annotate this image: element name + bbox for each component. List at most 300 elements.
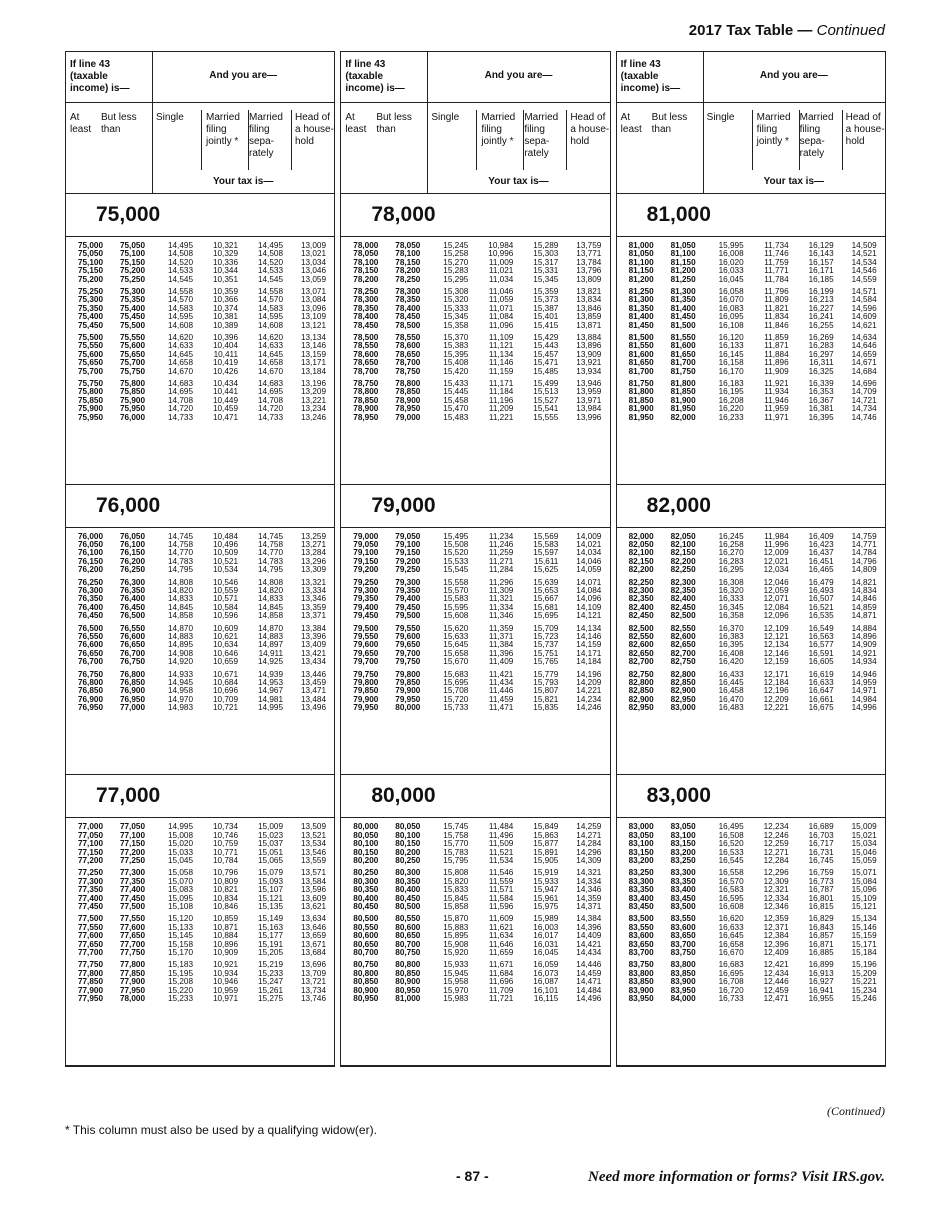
at-least-value: 78,650 bbox=[353, 358, 379, 368]
married-jointly-tax: 11,096 bbox=[488, 320, 514, 330]
married-jointly-tax: 10,934 bbox=[212, 968, 238, 978]
column-header bbox=[341, 52, 609, 194]
but-less-than-value: 81,350 bbox=[670, 295, 696, 305]
section-rows bbox=[66, 528, 334, 776]
single-tax: 15,245 bbox=[443, 241, 469, 250]
if-line-label: If line 43 (taxable income) is— bbox=[620, 59, 681, 94]
table-row bbox=[66, 267, 334, 275]
head-of-household-tax: 14,759 bbox=[851, 531, 877, 541]
at-least-value: 77,550 bbox=[77, 922, 103, 932]
head-of-household-tax: 13,184 bbox=[300, 366, 326, 376]
table-row bbox=[66, 359, 334, 367]
at-least-value: 82,000 bbox=[628, 531, 654, 541]
married-jointly-tax: 11,671 bbox=[488, 960, 514, 970]
table-row bbox=[617, 961, 885, 969]
head-of-household-tax: 13,834 bbox=[576, 295, 602, 305]
married-jointly-tax: 10,684 bbox=[212, 678, 238, 688]
table-row bbox=[341, 587, 609, 595]
but-less-than-value: 78,350 bbox=[395, 295, 421, 305]
table-row bbox=[341, 995, 609, 1003]
head-of-household-tax: 13,084 bbox=[300, 295, 326, 305]
table-row bbox=[341, 633, 609, 641]
table-row bbox=[341, 259, 609, 267]
head-of-household-tax: 13,471 bbox=[300, 686, 326, 696]
but-less-than-value: 76,000 bbox=[119, 412, 145, 422]
continued-note: (Continued) bbox=[827, 1104, 885, 1118]
at-least-value: 81,200 bbox=[628, 274, 654, 284]
at-least-value: 76,050 bbox=[77, 540, 103, 550]
but-less-than-value: 81,850 bbox=[670, 387, 696, 397]
table-row bbox=[341, 296, 609, 304]
single-tax: 14,833 bbox=[167, 594, 193, 604]
but-less-than-value: 79,200 bbox=[395, 556, 421, 566]
married-separately-tax: 16,255 bbox=[808, 320, 834, 330]
single-tax: 14,620 bbox=[167, 333, 193, 342]
head-of-household-tax: 13,246 bbox=[300, 412, 326, 422]
table-row bbox=[341, 987, 609, 995]
table-row bbox=[617, 250, 885, 258]
table-row bbox=[341, 970, 609, 978]
single-tax: 15,758 bbox=[443, 830, 469, 840]
married-jointly-tax: 12,071 bbox=[763, 594, 789, 604]
married-separately-tax: 16,045 bbox=[533, 947, 559, 957]
at-least-value: 76,250 bbox=[77, 577, 103, 587]
head-of-household-tax: 13,946 bbox=[576, 379, 602, 388]
married-separately-tax: 14,545 bbox=[257, 274, 283, 284]
but-less-than-value: 83,050 bbox=[670, 822, 696, 832]
but-less-than-label: But less than bbox=[376, 112, 412, 135]
at-least-value: 80,350 bbox=[353, 885, 379, 895]
single-tax: 15,795 bbox=[443, 855, 469, 865]
but-less-than-value: 83,850 bbox=[670, 968, 696, 978]
section-rows bbox=[66, 237, 334, 485]
head-of-household-tax: 13,146 bbox=[300, 341, 326, 351]
at-least-value: 80,300 bbox=[353, 876, 379, 886]
married-jointly-tax: 11,434 bbox=[488, 678, 514, 688]
married-separately-tax: 15,891 bbox=[533, 847, 559, 857]
married-jointly-tax: 11,496 bbox=[488, 830, 514, 840]
single-tax: 15,770 bbox=[443, 839, 469, 849]
head-of-household-tax: 14,634 bbox=[851, 333, 877, 342]
single-tax: 15,970 bbox=[443, 985, 469, 995]
single-tax: 14,545 bbox=[167, 274, 193, 284]
but-less-than-value: 77,100 bbox=[119, 830, 145, 840]
but-less-than-value: 79,150 bbox=[395, 548, 421, 558]
at-least-value: 75,000 bbox=[77, 241, 103, 250]
married-separately-tax: 14,795 bbox=[257, 565, 283, 575]
but-less-than-value: 79,750 bbox=[395, 657, 421, 667]
table-row bbox=[341, 313, 609, 321]
married-jointly-tax: 10,671 bbox=[212, 669, 238, 679]
married-jointly-tax: 11,309 bbox=[488, 586, 514, 596]
but-less-than-value: 76,800 bbox=[119, 669, 145, 679]
at-least-value: 83,300 bbox=[628, 876, 654, 886]
table-row bbox=[66, 414, 334, 422]
but-less-than-value: 80,100 bbox=[395, 830, 421, 840]
at-least-value: 78,600 bbox=[353, 349, 379, 359]
at-least-value: 77,000 bbox=[77, 822, 103, 832]
married-separately-tax: 15,177 bbox=[257, 931, 283, 941]
table-row bbox=[66, 579, 334, 587]
single-tax: 15,408 bbox=[443, 358, 469, 368]
single-tax: 16,708 bbox=[718, 977, 744, 987]
single-tax: 16,670 bbox=[718, 947, 744, 957]
single-tax: 15,933 bbox=[443, 960, 469, 970]
at-least-value: 82,400 bbox=[628, 602, 654, 612]
head-of-household-tax: 14,671 bbox=[851, 358, 877, 368]
married-jointly-tax: 11,896 bbox=[764, 358, 789, 368]
married-separately-tax: 15,905 bbox=[533, 855, 559, 865]
married-jointly-label: Married filing jointly * bbox=[752, 110, 800, 170]
married-jointly-tax: 11,659 bbox=[488, 947, 514, 957]
married-jointly-tax: 12,246 bbox=[763, 830, 789, 840]
at-least-value: 79,550 bbox=[353, 632, 379, 642]
single-tax: 16,395 bbox=[718, 640, 744, 650]
married-separately-tax: 15,975 bbox=[533, 901, 559, 911]
married-separately-tax: 15,317 bbox=[533, 257, 559, 267]
single-tax: 14,745 bbox=[167, 531, 193, 541]
married-separately-tax: 15,583 bbox=[533, 540, 559, 550]
head-of-household-tax: 14,496 bbox=[576, 993, 602, 1003]
at-least-value: 80,750 bbox=[353, 960, 379, 970]
but-less-than-value: 76,750 bbox=[119, 657, 145, 667]
married-jointly-tax: 11,684 bbox=[488, 968, 514, 978]
at-least-value: 75,700 bbox=[77, 366, 103, 376]
table-row bbox=[341, 579, 609, 587]
table-row bbox=[341, 978, 609, 986]
married-jointly-tax: 10,884 bbox=[212, 931, 238, 941]
single-tax: 15,833 bbox=[443, 885, 469, 895]
table-row bbox=[341, 604, 609, 612]
at-least-value: 79,250 bbox=[353, 577, 379, 587]
but-less-than-value: 82,200 bbox=[670, 556, 696, 566]
table-row bbox=[66, 687, 334, 695]
married-jointly-tax: 11,571 bbox=[488, 885, 514, 895]
head-of-household-tax: 13,496 bbox=[300, 703, 326, 713]
head-of-household-tax: 13,071 bbox=[300, 287, 326, 296]
but-less-than-value: 81,000 bbox=[395, 993, 421, 1003]
single-tax: 15,445 bbox=[443, 387, 469, 397]
married-jointly-tax: 11,609 bbox=[488, 914, 514, 924]
table-row bbox=[341, 541, 609, 549]
at-least-value: 75,650 bbox=[77, 358, 103, 368]
at-least-value: 77,650 bbox=[77, 939, 103, 949]
single-tax: 14,995 bbox=[167, 822, 193, 832]
at-least-value: 83,400 bbox=[628, 893, 654, 903]
section-rows bbox=[341, 528, 609, 776]
table-row bbox=[617, 368, 885, 376]
married-separately-tax: 14,670 bbox=[257, 366, 283, 376]
married-separately-tax: 15,261 bbox=[257, 985, 283, 995]
at-least-value: 81,300 bbox=[628, 295, 654, 305]
married-separately-tax: 14,583 bbox=[257, 303, 283, 313]
married-separately-tax: 15,821 bbox=[533, 694, 559, 704]
single-tax: 16,595 bbox=[718, 893, 744, 903]
single-label: Single bbox=[431, 112, 460, 123]
table-row bbox=[66, 397, 334, 405]
at-least-value: 76,150 bbox=[77, 556, 103, 566]
but-less-than-value: 77,150 bbox=[119, 839, 145, 849]
at-least-value: 82,900 bbox=[628, 694, 654, 704]
table-row bbox=[341, 869, 609, 877]
at-least-value: 81,350 bbox=[628, 303, 654, 313]
head-of-household-tax: 13,421 bbox=[300, 648, 326, 658]
married-separately-tax: 15,331 bbox=[533, 266, 559, 276]
single-tax: 15,120 bbox=[167, 914, 193, 924]
head-of-household-tax: 14,271 bbox=[576, 830, 602, 840]
at-least-value: 80,450 bbox=[353, 901, 379, 911]
single-tax: 14,595 bbox=[167, 312, 193, 322]
single-tax: 16,183 bbox=[718, 379, 744, 388]
at-least-value: 75,050 bbox=[77, 249, 103, 259]
row-group bbox=[66, 240, 334, 286]
but-less-than-value: 83,900 bbox=[670, 977, 696, 987]
single-tax: 14,570 bbox=[167, 295, 193, 305]
married-separately-tax: 15,527 bbox=[533, 395, 559, 405]
at-least-value: 81,600 bbox=[628, 349, 654, 359]
section-rows bbox=[66, 818, 334, 1065]
table-row bbox=[617, 641, 885, 649]
head-of-household-tax: 14,871 bbox=[851, 611, 877, 621]
table-row bbox=[341, 671, 609, 679]
at-least-value: 79,150 bbox=[353, 556, 379, 566]
head-of-household-tax: 15,221 bbox=[851, 977, 877, 987]
single-tax: 14,945 bbox=[167, 678, 193, 688]
table-row bbox=[341, 368, 609, 376]
single-tax: 15,470 bbox=[443, 404, 469, 414]
married-jointly-tax: 10,546 bbox=[212, 577, 238, 587]
married-jointly-tax: 10,859 bbox=[212, 914, 238, 924]
single-tax: 15,670 bbox=[443, 657, 469, 667]
head-of-household-tax: 14,459 bbox=[576, 968, 602, 978]
single-tax: 16,333 bbox=[718, 594, 744, 604]
married-separately-tax: 15,037 bbox=[257, 839, 283, 849]
table-row bbox=[66, 587, 334, 595]
but-less-than-value: 77,500 bbox=[119, 901, 145, 911]
single-tax: 16,345 bbox=[718, 602, 744, 612]
married-jointly-tax: 10,634 bbox=[212, 640, 238, 650]
at-least-value: 76,900 bbox=[77, 694, 103, 704]
but-less-than-value: 75,200 bbox=[119, 266, 145, 276]
married-jointly-tax: 10,426 bbox=[212, 366, 238, 376]
at-least-value: 77,200 bbox=[77, 855, 103, 865]
but-less-than-value: 80,050 bbox=[395, 822, 421, 832]
table-row bbox=[66, 633, 334, 641]
married-separately-tax: 15,387 bbox=[533, 303, 559, 313]
but-less-than-value: 76,400 bbox=[119, 594, 145, 604]
but-less-than-value: 77,200 bbox=[119, 847, 145, 857]
row-group bbox=[341, 240, 609, 286]
but-less-than-value: 76,900 bbox=[119, 686, 145, 696]
at-least-value: 83,850 bbox=[628, 977, 654, 987]
married-jointly-tax: 12,121 bbox=[763, 632, 789, 642]
at-least-value: 81,500 bbox=[628, 333, 654, 342]
table-row bbox=[617, 679, 885, 687]
at-least-value: 81,750 bbox=[628, 379, 654, 388]
married-jointly-tax: 11,696 bbox=[488, 977, 514, 987]
married-separately-tax: 15,499 bbox=[533, 379, 559, 388]
single-tax: 16,258 bbox=[718, 540, 744, 550]
married-separately-tax: 16,353 bbox=[808, 387, 834, 397]
married-separately-tax: 16,339 bbox=[808, 379, 834, 388]
but-less-than-value: 76,050 bbox=[119, 531, 145, 541]
more-info-link[interactable]: Need more information or forms? Visit IRS.gov. bbox=[588, 1169, 885, 1185]
head-of-household-tax: 14,409 bbox=[576, 931, 602, 941]
single-tax: 16,645 bbox=[718, 931, 744, 941]
married-jointly-tax: 11,109 bbox=[488, 333, 514, 342]
married-separately-tax: 15,961 bbox=[533, 893, 559, 903]
but-less-than-value: 81,750 bbox=[670, 366, 696, 376]
head-of-household-tax: 13,546 bbox=[300, 847, 326, 857]
but-less-than-value: 81,250 bbox=[670, 274, 696, 284]
married-jointly-tax: 12,271 bbox=[763, 847, 789, 857]
head-of-household-tax: 14,921 bbox=[851, 648, 877, 658]
but-less-than-value: 82,950 bbox=[670, 694, 696, 704]
table-row bbox=[617, 322, 885, 330]
single-tax: 15,945 bbox=[443, 968, 469, 978]
married-jointly-tax: 10,959 bbox=[212, 985, 238, 995]
head-of-household-tax: 13,159 bbox=[300, 349, 326, 359]
table-row bbox=[617, 566, 885, 574]
head-of-household-tax: 14,259 bbox=[576, 822, 602, 832]
at-least-value: 82,350 bbox=[628, 594, 654, 604]
table-row bbox=[66, 970, 334, 978]
table-row bbox=[66, 941, 334, 949]
married-separately-tax: 15,765 bbox=[533, 657, 559, 667]
table-row bbox=[66, 650, 334, 658]
at-least-value: 79,900 bbox=[353, 694, 379, 704]
but-less-than-value: 81,150 bbox=[670, 257, 696, 267]
married-separately-tax: 16,843 bbox=[808, 922, 834, 932]
married-jointly-tax: 12,396 bbox=[763, 939, 789, 949]
single-tax: 16,233 bbox=[718, 412, 744, 422]
but-less-than-value: 75,500 bbox=[119, 320, 145, 330]
single-tax: 15,645 bbox=[443, 640, 469, 650]
single-tax: 15,883 bbox=[443, 922, 469, 932]
head-of-household-tax: 14,884 bbox=[851, 623, 877, 633]
head-of-household-tax: 14,796 bbox=[851, 556, 877, 566]
head-of-household-tax: 14,296 bbox=[576, 847, 602, 857]
at-least-value: 77,500 bbox=[77, 914, 103, 924]
but-less-than-value: 81,100 bbox=[670, 249, 696, 259]
head-of-household-tax: 13,446 bbox=[300, 669, 326, 679]
married-separately-tax: 16,017 bbox=[533, 931, 559, 941]
section-rows bbox=[617, 818, 885, 1065]
married-jointly-tax: 11,734 bbox=[764, 241, 789, 250]
table-row bbox=[341, 832, 609, 840]
but-less-than-value: 80,150 bbox=[395, 839, 421, 849]
head-of-household-tax: 14,896 bbox=[851, 632, 877, 642]
head-of-household-tax: 15,121 bbox=[851, 901, 877, 911]
but-less-than-value: 76,300 bbox=[119, 577, 145, 587]
at-least-value: 79,700 bbox=[353, 657, 379, 667]
income-header-cell bbox=[617, 52, 704, 193]
single-tax: 16,108 bbox=[718, 320, 744, 330]
table-row bbox=[617, 388, 885, 396]
at-least-value: 75,100 bbox=[77, 257, 103, 267]
head-of-household-tax: 14,984 bbox=[851, 694, 877, 704]
married-jointly-tax: 11,009 bbox=[488, 257, 514, 267]
but-less-than-value: 77,400 bbox=[119, 885, 145, 895]
single-tax: 16,320 bbox=[718, 586, 744, 596]
at-least-value: 80,650 bbox=[353, 939, 379, 949]
row-group bbox=[617, 623, 885, 669]
married-separately-tax: 14,520 bbox=[257, 257, 283, 267]
table-row bbox=[617, 970, 885, 978]
head-of-household-tax: 14,096 bbox=[576, 594, 602, 604]
but-less-than-value: 79,700 bbox=[395, 648, 421, 658]
at-least-value: 83,550 bbox=[628, 922, 654, 932]
head-of-household-tax: 15,109 bbox=[851, 893, 877, 903]
married-jointly-tax: 11,284 bbox=[488, 565, 514, 575]
table-row bbox=[617, 313, 885, 321]
married-jointly-tax: 11,271 bbox=[488, 556, 514, 566]
at-least-value: 82,650 bbox=[628, 648, 654, 658]
married-jointly-tax: 12,184 bbox=[763, 678, 789, 688]
table-row bbox=[617, 549, 885, 557]
head-of-household-tax: 13,709 bbox=[300, 968, 326, 978]
but-less-than-value: 81,900 bbox=[670, 395, 696, 405]
single-tax: 16,245 bbox=[718, 531, 744, 541]
single-tax: 14,495 bbox=[167, 241, 193, 250]
row-group bbox=[341, 286, 609, 332]
but-less-than-value: 81,800 bbox=[670, 379, 696, 388]
married-jointly-tax: 11,421 bbox=[488, 669, 514, 679]
table-row bbox=[617, 949, 885, 957]
single-tax: 15,020 bbox=[167, 839, 193, 849]
single-tax: 15,720 bbox=[443, 694, 469, 704]
at-least-value: 76,600 bbox=[77, 640, 103, 650]
head-of-household-tax: 14,771 bbox=[851, 540, 877, 550]
single-tax: 16,558 bbox=[718, 868, 744, 878]
married-jointly-tax: 10,534 bbox=[212, 565, 238, 575]
married-jointly-tax: 10,484 bbox=[212, 531, 238, 541]
at-least-value: 81,000 bbox=[628, 241, 654, 250]
but-less-than-value: 77,650 bbox=[119, 931, 145, 941]
head-of-household-tax: 13,771 bbox=[576, 249, 602, 259]
head-of-household-tax: 13,296 bbox=[300, 556, 326, 566]
but-less-than-value: 78,750 bbox=[395, 366, 421, 376]
table-row bbox=[341, 305, 609, 313]
single-tax: 15,270 bbox=[443, 257, 469, 267]
head-of-household-tax: 14,959 bbox=[851, 678, 877, 688]
married-separately-tax: 16,465 bbox=[808, 565, 834, 575]
single-tax: 15,820 bbox=[443, 876, 469, 886]
table-row bbox=[66, 903, 334, 911]
single-tax: 14,695 bbox=[167, 387, 193, 397]
column-header bbox=[66, 52, 334, 194]
table-row bbox=[617, 351, 885, 359]
at-least-value: 76,550 bbox=[77, 632, 103, 642]
married-separately-tax: 15,597 bbox=[533, 548, 559, 558]
table-row bbox=[617, 650, 885, 658]
married-jointly-tax: 11,784 bbox=[764, 274, 789, 284]
married-separately-tax: 16,031 bbox=[533, 939, 559, 949]
at-least-value: 81,550 bbox=[628, 341, 654, 351]
head-of-household-tax: 14,734 bbox=[851, 404, 877, 414]
table-row bbox=[341, 359, 609, 367]
married-jointly-tax: 11,259 bbox=[488, 548, 514, 558]
but-less-than-value: 82,400 bbox=[670, 594, 696, 604]
single-tax: 16,220 bbox=[718, 404, 744, 414]
but-less-than-value: 78,000 bbox=[119, 993, 145, 1003]
head-of-household-tax: 14,121 bbox=[576, 611, 602, 621]
at-least-value: 77,150 bbox=[77, 847, 103, 857]
at-least-value: 83,950 bbox=[628, 993, 654, 1003]
table-row bbox=[66, 823, 334, 831]
but-less-than-value: 75,650 bbox=[119, 349, 145, 359]
head-of-household-tax: 14,709 bbox=[851, 387, 877, 397]
